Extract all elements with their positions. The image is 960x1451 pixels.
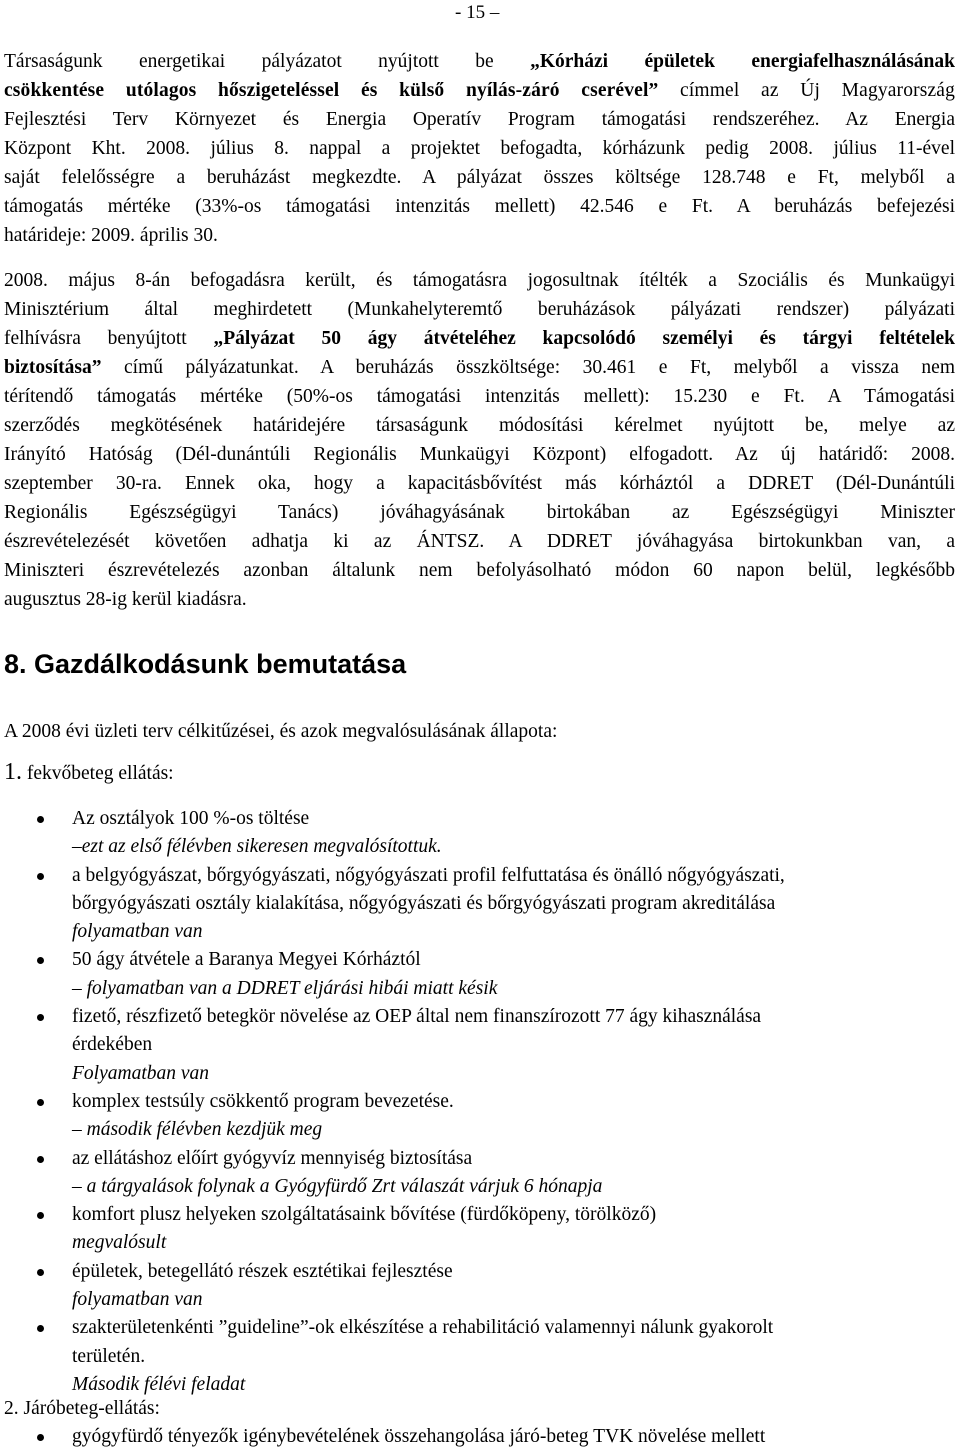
text-line: észrevételezését követően adhatja ki az ÁNTSZ. A DDRET jóváhagyása birtokunkban van, a bbox=[4, 531, 955, 552]
outpatient-goals-list bbox=[0, 1423, 960, 1451]
text-line: térítendő támogatás mértéke (50%-os támogatási intenzitás mellett): 15.230 e Ft. A Támogatási bbox=[4, 386, 955, 407]
paragraph-project-beds bbox=[4, 266, 955, 614]
text-line: Irányító Hatóság (Dél-dunántúli Regionális Munkaügyi Központ) elfogadott. Az új határidő: 2008. bbox=[4, 444, 955, 465]
status-note: megvalósult bbox=[72, 1232, 167, 1254]
list-item: épületek, betegellátó részek esztétikai fejlesztése folyamatban van bbox=[0, 1258, 960, 1315]
bullet-icon bbox=[37, 1099, 44, 1106]
section-1-title bbox=[4, 758, 174, 788]
text-line: szeptember 30-ra. Ennek oka, hogy a kapacitásbővítést más kórháztól a DDRET (Dél-Dunántúli bbox=[4, 473, 955, 494]
text-line: Minisztérium által meghirdetett (Munkahelyteremtő beruházások pályázati rendszer) pályázati bbox=[4, 299, 955, 320]
inpatient-goals-list bbox=[0, 805, 960, 1399]
status-note: Második félévi feladat bbox=[72, 1373, 246, 1395]
status-note: – folyamatban van a DDRET eljárási hibái miatt késik bbox=[72, 977, 498, 999]
status-note: – második félévben kezdjük meg bbox=[72, 1119, 323, 1141]
page-number: - 15 – bbox=[455, 2, 500, 23]
paragraph-project-energy bbox=[4, 47, 955, 250]
intro-text: A 2008 évi üzleti terv célkitűzései, és azok megvalósulásának állapota: bbox=[4, 721, 558, 742]
list-item: szakterületenkénti ”guideline”-ok elkészítése a rehabilitáció valamennyi nálunk gyakorolt területén. Második félévi feladat bbox=[0, 1314, 960, 1399]
text-line: határideje: 2009. április 30. bbox=[4, 225, 218, 246]
text-line: Központ Kht. 2008. július 8. nappal a projektet befogadta, kórházunk pedig 2008. július 11-ével bbox=[4, 138, 955, 159]
status-note: folyamatban van bbox=[72, 1289, 203, 1311]
text-line: Fejlesztési Terv Környezet és Energia Operatív Program támogatási rendszeréhez. Az Energia bbox=[4, 109, 955, 130]
text-line: támogatás mértéke (33%-os támogatási intenzitás mellett) 42.546 e Ft. A beruházás befejezési bbox=[4, 196, 955, 217]
text-line: szerződés megkötésének határidejére társaságunk módosítási kérelmet nyújtott be, melye az bbox=[4, 415, 955, 436]
bullet-icon bbox=[37, 1212, 44, 1219]
bullet-icon bbox=[37, 1434, 44, 1441]
status-note: Folyamatban van bbox=[72, 1062, 210, 1084]
bullet-icon bbox=[37, 873, 44, 880]
bullet-icon bbox=[37, 816, 44, 823]
section-title: Járóbeteg-ellátás: bbox=[23, 1398, 160, 1419]
text-line: felhívásra benyújtott „Pályázat 50 ágy átvételéhez kapcsolódó személyi és tárgyi feltételek bbox=[4, 328, 955, 349]
text-line: augusztus 28-ig kerül kiadásra. bbox=[4, 589, 247, 610]
list-item: komfort plusz helyeken szolgáltatásaink bővítése (fürdőköpeny, törölköző) megvalósult bbox=[0, 1201, 960, 1258]
text-line: Miniszteri észrevételezés azonban általunk nem befolyásolható módon 60 napon belül, legkésőbb bbox=[4, 560, 955, 581]
list-item: a belgyógyászat, bőrgyógyászati, nőgyógyászati profil felfuttatása és önálló nőgyógyászati, bőrgyógyászati osztály kialakítása, nőgyógyászati és bőrgyógyászati program akreditálása folyamatban van bbox=[0, 862, 960, 947]
section-heading: 8. Gazdálkodásunk bemutatása bbox=[4, 649, 407, 679]
bullet-icon bbox=[37, 1325, 44, 1332]
bullet-icon bbox=[37, 1014, 44, 1021]
status-note: – a tárgyalások folynak a Gyógyfürdő Zrt válaszát várjuk 6 hónapja bbox=[72, 1175, 603, 1197]
list-item: gyógyfürdő tényezők igénybevételének összehangolása járó-beteg TVK növelése mellett bbox=[0, 1423, 960, 1451]
status-note: folyamatban van bbox=[72, 921, 203, 943]
text-line: biztosítása” című pályázatunkat. A beruházás összköltsége: 30.461 e Ft, melyből a vissza nem bbox=[4, 357, 955, 378]
list-item: Az osztályok 100 %-os töltése –ezt az első félévben sikeresen megvalósítottuk. bbox=[0, 805, 960, 862]
list-item: az ellátáshoz előírt gyógyvíz mennyiség biztosítása – a tárgyalások folynak a Gyógyfürdő Zrt válaszát várjuk 6 hónapja bbox=[0, 1145, 960, 1202]
list-item: komplex testsúly csökkentő program bevezetése. – második félévben kezdjük meg bbox=[0, 1088, 960, 1145]
bullet-icon bbox=[37, 1269, 44, 1276]
bullet-icon bbox=[37, 957, 44, 964]
section-number: 1. bbox=[4, 759, 22, 785]
text-line: Regionális Egészségügyi Tanács) jóváhagyásának birtokában az Egészségügyi Miniszter bbox=[4, 502, 955, 523]
status-note: –ezt az első félévben sikeresen megvalósítottuk. bbox=[72, 836, 442, 858]
section-2-title bbox=[4, 1394, 160, 1423]
text-line: 2008. május 8-án befogadásra került, és támogatásra jogosultnak ítélték a Szociális és Munkaügyi bbox=[4, 270, 955, 291]
list-item: fizető, részfizető betegkör növelése az OEP által nem finanszírozott 77 ágy kihasználása érdekében Folyamatban van bbox=[0, 1003, 960, 1088]
bullet-icon bbox=[37, 1156, 44, 1163]
section-title: fekvőbeteg ellátás: bbox=[26, 763, 174, 784]
text-line: Társaságunk energetikai pályázatot nyújtott be „Kórházi épületek energiafelhasználásának bbox=[4, 51, 956, 72]
section-number: 2. bbox=[4, 1398, 19, 1419]
list-item: 50 ágy átvétele a Baranya Megyei Kórháztól – folyamatban van a DDRET eljárási hibái miatt késik bbox=[0, 946, 960, 1003]
text-line: csökkentése utólagos hőszigeteléssel és külső nyílás-záró cserével” címmel az Új Magyarország bbox=[4, 80, 955, 101]
text-line: saját felelősségre a beruházást megkezdte. A pályázat összes költsége 128.748 e Ft, melyből a bbox=[4, 167, 955, 188]
